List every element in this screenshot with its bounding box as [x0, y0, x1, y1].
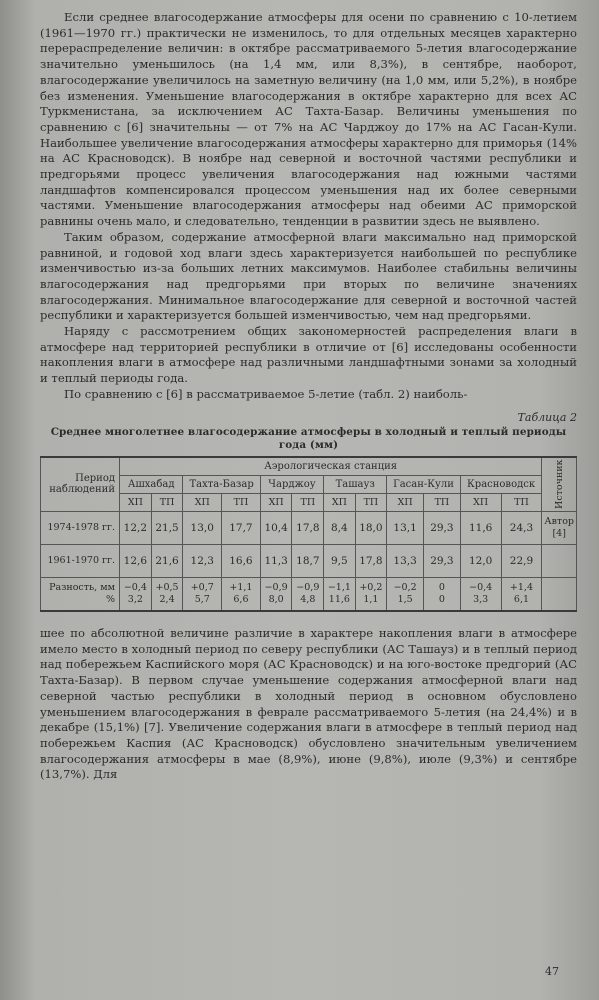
station-header: Чарджоу — [260, 475, 323, 493]
paragraph-5: шее по абсолютной величине различие в характере накопления влаги в атмосфере имело место в холодный период по северу республики (АС Ташауз) и в теплый период над побережьем Каспийского моря (АС Красноводск) и на юго-востоке предгорий (АС Тахта-Базар). В первом случае уменьшение содержания атмосферной влаги над северной частью республики в холодный период в основном обусловлено уменьшением влагосодержания в феврале рассматриваемого 5-летия (на 24,4%) и в декабре (15,1%) [7]. Увеличение содержания влаги в атмосфере в теплый период над побережьем Каспия (АС Красноводск) обусловлено значительным увеличением влагосодержания атмосферы в мае (8,9%), июне (9,8%), июле (9,3%) и сентябре (13,7%). Для — [40, 626, 577, 782]
cold-period-header: ХП — [460, 493, 501, 511]
difference-cell: −0,9 8,0 — [260, 578, 292, 612]
value-cell: 18,7 — [292, 545, 324, 578]
value-cell: 12,6 — [120, 545, 152, 578]
difference-cell: +0,5 2,4 — [151, 578, 183, 612]
difference-cell: −0,9 4,8 — [292, 578, 324, 612]
station-header: Ташауз — [324, 475, 387, 493]
value-cell: 10,4 — [260, 512, 292, 545]
value-cell: 21,6 — [151, 545, 183, 578]
value-cell: 21,5 — [151, 512, 183, 545]
source-cell: Автор [4] — [542, 512, 577, 545]
moisture-table — [40, 456, 577, 612]
period-cell: 1961-1970 гг. — [41, 545, 120, 578]
table-row — [41, 512, 577, 545]
table-title: Среднее многолетнее влагосодержание атмосферы в холодный и теплый периоды года (мм) — [50, 425, 567, 451]
difference-cell: −1,1 11,6 — [324, 578, 355, 612]
cold-period-header: ХП — [324, 493, 355, 511]
warm-period-header: ТП — [292, 493, 324, 511]
value-cell: 13,1 — [387, 512, 424, 545]
value-cell: 13,3 — [387, 545, 424, 578]
warm-period-header: ТП — [355, 493, 387, 511]
warm-period-header: ТП — [501, 493, 542, 511]
value-cell: 11,3 — [260, 545, 292, 578]
paragraph-4: По сравнению с [6] в рассматриваемое 5-летие (табл. 2) наиболь- — [64, 386, 468, 401]
value-cell: 16,6 — [222, 545, 261, 578]
value-cell: 17,8 — [355, 545, 387, 578]
value-cell: 24,3 — [501, 512, 542, 545]
table-row — [41, 545, 577, 578]
value-cell: 12,0 — [460, 545, 501, 578]
station-header: Гасан-Кули — [387, 475, 461, 493]
warm-period-header: ТП — [424, 493, 461, 511]
station-header: Тахта-Базар — [183, 475, 260, 493]
period-header: Период наблюдений — [41, 457, 120, 512]
difference-source-cell — [542, 578, 577, 612]
period-cell: 1974-1978 гг. — [41, 512, 120, 545]
page-number: 47 — [545, 965, 559, 978]
value-cell: 9,5 — [324, 545, 355, 578]
value-cell: 17,8 — [292, 512, 324, 545]
warm-period-header: ТП — [222, 493, 261, 511]
difference-cell: +0,7 5,7 — [183, 578, 222, 612]
source-header: Источник — [542, 457, 577, 512]
difference-cell: +1,4 6,1 — [501, 578, 542, 612]
paragraph-2: Таким образом, содержание атмосферной влаги максимально над приморской равниной, и годовой ход влаги здесь характеризуется наибольшей по республике изменчивостью из-за больших летних максимумов. Наиболее стабильны величины влагосодержания над предгорьями при вторых по величине значениях влагосодержания. Минимальное влагосодержание для северной и восточной частей республики и характеризуется большей изменчивостью, чем над предгорьями. — [40, 229, 577, 323]
cold-period-header: ХП — [260, 493, 292, 511]
value-cell: 12,3 — [183, 545, 222, 578]
value-cell: 22,9 — [501, 545, 542, 578]
station-header: Ашхабад — [120, 475, 183, 493]
station-header: Красноводск — [460, 475, 542, 493]
source-cell — [542, 545, 577, 578]
difference-cell: 0 0 — [424, 578, 461, 612]
difference-row — [41, 578, 577, 612]
value-cell: 18,0 — [355, 512, 387, 545]
cold-period-header: ХП — [183, 493, 222, 511]
difference-cell: −0,2 1,5 — [387, 578, 424, 612]
value-cell: 17,7 — [222, 512, 261, 545]
warm-period-header: ТП — [151, 493, 183, 511]
difference-cell: +0,2 1,1 — [355, 578, 387, 612]
difference-cell: −0,4 3,3 — [460, 578, 501, 612]
value-cell: 12,2 — [120, 512, 152, 545]
cold-period-header: ХП — [120, 493, 152, 511]
paragraph-3: Наряду с рассмотрением общих закономерностей распределения влаги в атмосфере над территорией республики в отличие от [6] исследованы особенности накопления влаги в атмосфере над различными ландшафтными зонами за холодный и теплый периоды года. — [40, 324, 577, 386]
value-cell: 11,6 — [460, 512, 501, 545]
difference-cell: −0,4 3,2 — [120, 578, 152, 612]
station-group-header: Аэрологическая станция — [120, 457, 542, 476]
difference-cell: +1,1 6,6 — [222, 578, 261, 612]
paragraph-1: Если среднее влагосодержание атмосферы для осени по сравнению с 10-летием (1961—1970 гг.) практически не изменилось, то для отдельных месяцев характерно перераспределение величин: в октябре рассматриваемого 5-летия влагосодержание значительно уменьшилось (на 1,4 мм, или 8,3%), в сентябре, наоборот, влагосодержание увеличилось на заметную величину (на 1,0 мм, или 5,2%), в ноябре без изменения. Уменьшение влагосодержания в октябре характерно для всех АС Туркменистана, за исключением АС Тахта-Базар. Величины уменьшения по сравнению с [6] значительны — от 7% на АС Чарджоу до 17% на АС Гасан-Кули. Наибольшее увеличение влагосодержания атмосферы характерно для приморья (14% на АС Красноводск). В ноябре над северной и восточной частями республики и предгорьями процесс увеличения влагосодержания над южными частями ландшафтов компенсировался процессом уменьшения над их более северными частями. Уменьшение влагосодержания атмосферы над обеими АС приморской равнины очень мало, и следовательно, тенденции в развитии здесь не выявлено. — [40, 10, 577, 229]
cold-period-header: ХП — [387, 493, 424, 511]
value-cell: 13,0 — [183, 512, 222, 545]
value-cell: 29,3 — [424, 545, 461, 578]
difference-label: Разность, мм % — [41, 578, 120, 612]
value-cell: 8,4 — [324, 512, 355, 545]
table-label: Таблица 2 — [517, 410, 577, 424]
value-cell: 29,3 — [424, 512, 461, 545]
